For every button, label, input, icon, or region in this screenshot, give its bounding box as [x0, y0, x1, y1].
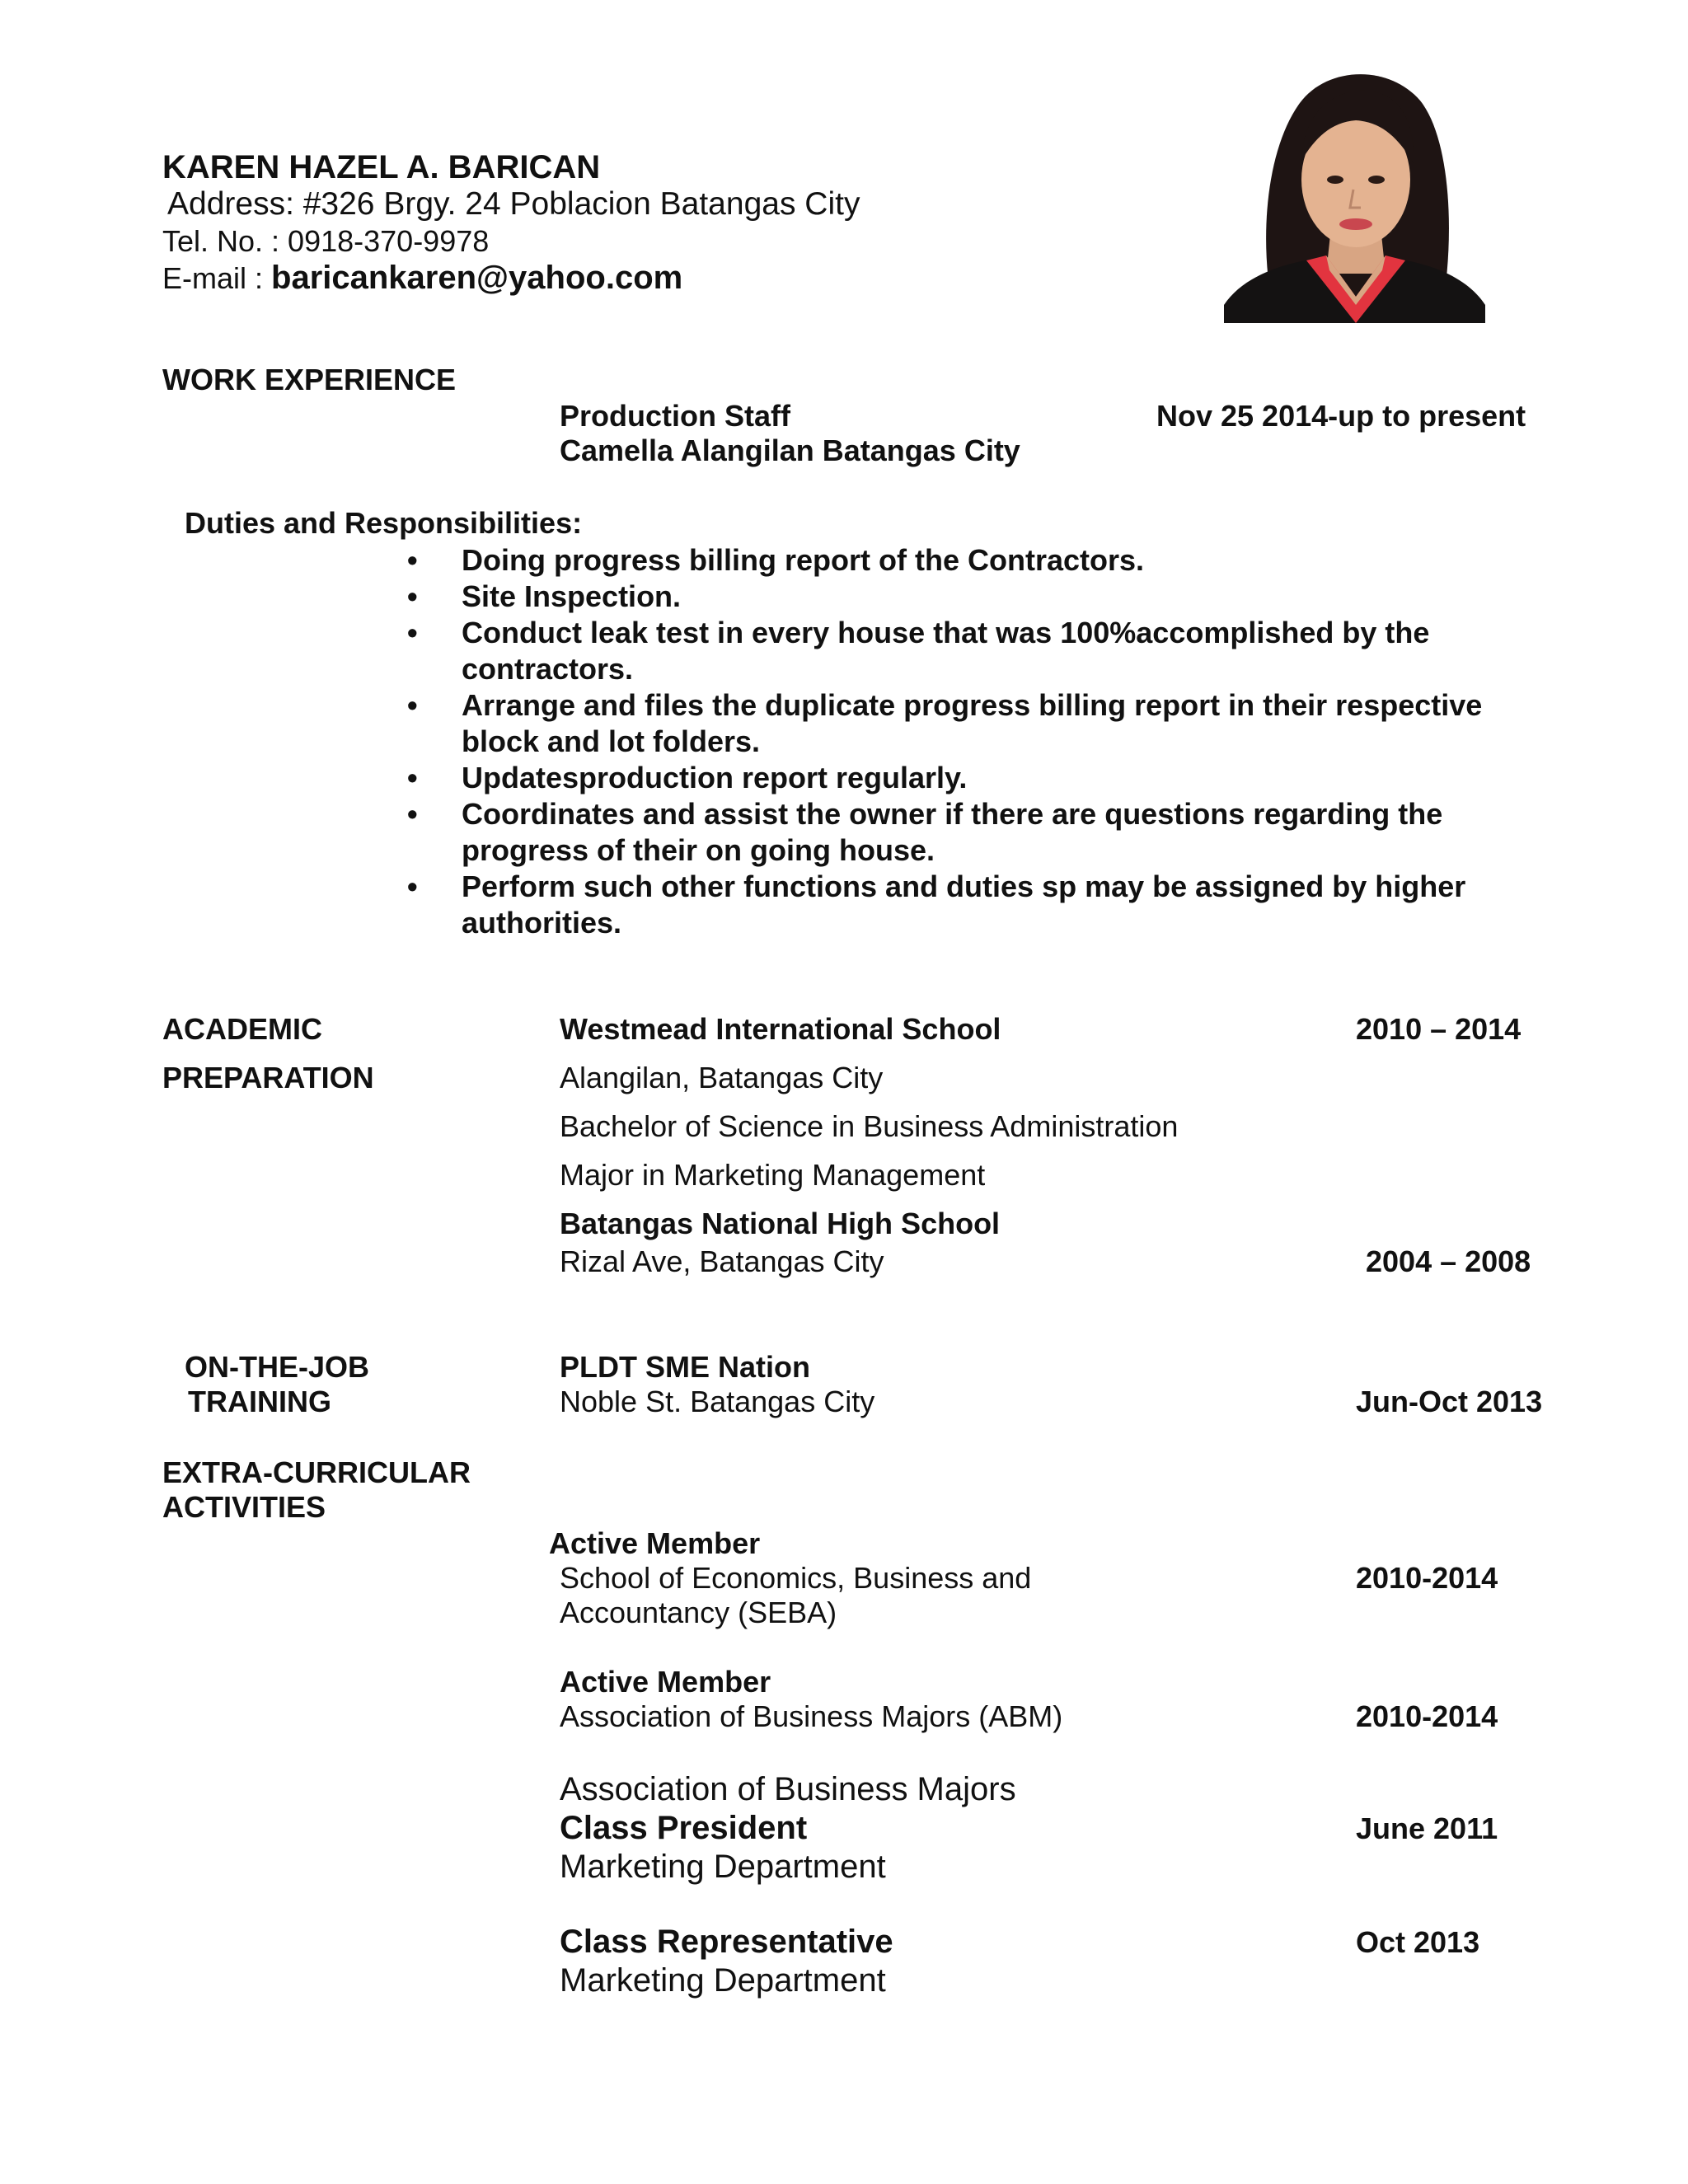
college-school: Westmead International School — [560, 1012, 1001, 1046]
work-position: Production Staff — [560, 399, 790, 433]
highschool-school: Batangas National High School — [560, 1207, 1001, 1240]
activities-heading: ACTIVITIES — [162, 1490, 326, 1524]
list-item: • Perform such other functions and duties sp may be assigned by higher authorities. — [407, 869, 1561, 941]
highschool-years: 2004 – 2008 — [1366, 1244, 1531, 1278]
list-item: • Conduct leak test in every house that was 100%accomplished by the contractors. — [407, 615, 1561, 687]
college-degree: Bachelor of Science in Business Administration — [560, 1109, 1179, 1143]
list-item: • Updatesproduction report regularly. — [407, 760, 1561, 796]
extra-curricular-heading: EXTRA-CURRICULAR — [162, 1455, 471, 1489]
address: Address: #326 Brgy. 24 Poblacion Batangas City — [167, 186, 860, 222]
activity-1-org-cont: Accountancy (SEBA) — [560, 1596, 837, 1629]
activity-3-dept: Marketing Department — [560, 1849, 886, 1885]
highschool-location: Rizal Ave, Batangas City — [560, 1244, 884, 1278]
profile-photo — [1224, 58, 1485, 323]
activity-2-role: Active Member — [560, 1665, 771, 1699]
list-item: • Site Inspection. — [407, 579, 1561, 615]
list-item: • Coordinates and assist the owner if there are questions regarding the progress of their on going house. — [407, 796, 1561, 869]
preparation-heading: PREPARATION — [162, 1061, 374, 1094]
college-years: 2010 – 2014 — [1356, 1012, 1522, 1046]
work-experience-heading: WORK EXPERIENCE — [162, 363, 457, 396]
college-location: Alangilan, Batangas City — [560, 1061, 884, 1094]
activity-3-org: Association of Business Majors — [560, 1771, 1016, 1807]
ojt-location: Noble St. Batangas City — [560, 1385, 875, 1418]
activity-3-role: Class President — [560, 1810, 808, 1846]
training-heading: TRAINING — [188, 1385, 331, 1418]
activity-4-dept: Marketing Department — [560, 1962, 886, 1999]
list-item: • Arrange and files the duplicate progress billing report in their respective block and lot folders. — [407, 687, 1561, 760]
work-dates: Nov 25 2014-up to present — [1156, 399, 1526, 433]
activity-3-years: June 2011 — [1356, 1811, 1498, 1845]
work-company: Camella Alangilan Batangas City — [560, 434, 1020, 467]
duties-heading: Duties and Responsibilities: — [185, 506, 583, 540]
telephone: Tel. No. : 0918-370-9978 — [162, 224, 490, 258]
email-line — [162, 259, 682, 297]
activity-1-role: Active Member — [549, 1526, 761, 1560]
ojt-heading: ON-THE-JOB — [185, 1350, 369, 1384]
email-address[interactable]: baricankaren@yahoo.com — [271, 260, 683, 296]
list-item: • Doing progress billing report of the Contractors. — [407, 542, 1561, 579]
activity-1-org: School of Economics, Business and — [560, 1561, 1032, 1595]
activity-4-role: Class Representative — [560, 1924, 893, 1960]
applicant-name: KAREN HAZEL A. BARICAN — [162, 149, 601, 185]
academic-heading: ACADEMIC — [162, 1012, 322, 1046]
email-label: E-mail : — [162, 261, 272, 295]
activity-4-years: Oct 2013 — [1356, 1925, 1480, 1959]
college-major: Major in Marketing Management — [560, 1158, 986, 1192]
activity-2-org: Association of Business Majors (ABM) — [560, 1699, 1063, 1733]
activity-2-years: 2010-2014 — [1356, 1699, 1498, 1733]
duties-list — [407, 542, 1561, 941]
activity-1-years: 2010-2014 — [1356, 1561, 1498, 1595]
ojt-company: PLDT SME Nation — [560, 1350, 810, 1384]
ojt-dates: Jun-Oct 2013 — [1356, 1385, 1543, 1418]
